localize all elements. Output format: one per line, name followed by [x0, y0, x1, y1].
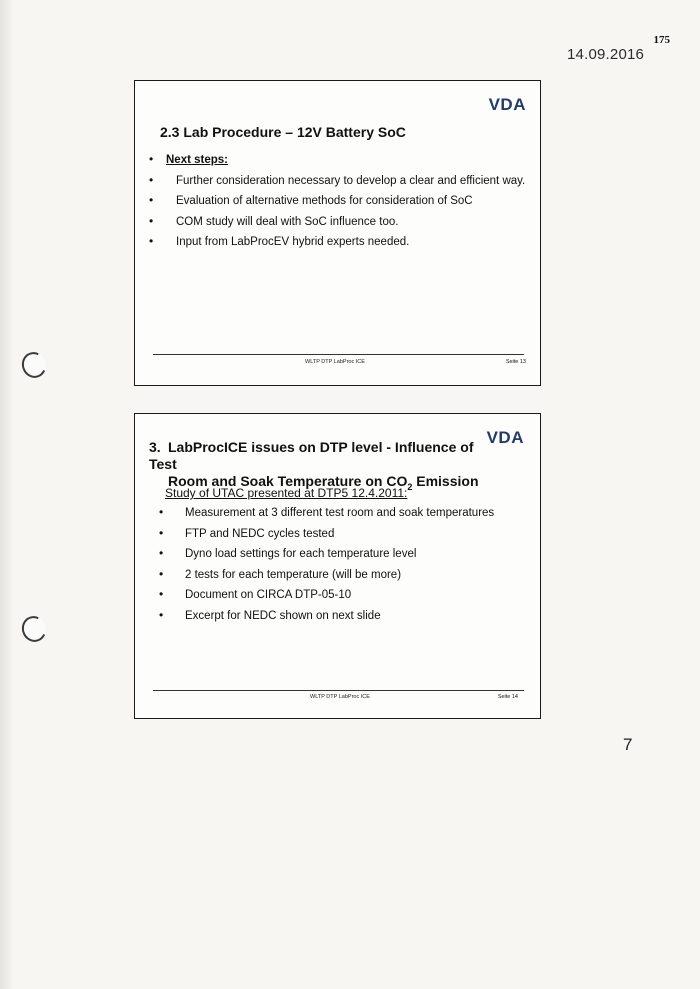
title-line-1 — [149, 439, 489, 473]
footer-divider — [153, 690, 524, 691]
bullet-dot: • — [149, 193, 154, 207]
bullet-dot: • — [159, 607, 164, 622]
bullet-text: Evaluation of alternative methods for consideration of SoC — [176, 195, 473, 207]
bullet-dot: • — [149, 172, 154, 187]
footer-label: WLTP DTP LabProc ICE — [310, 694, 370, 700]
bullet-text: COM study will deal with SoC influence too. — [176, 215, 399, 228]
scan-edge-shadow — [0, 0, 14, 989]
bullet-text: Dyno load settings for each temperature level — [185, 548, 417, 560]
page-number: 175 — [653, 34, 670, 46]
footer-page-number: Seite 13 — [505, 359, 526, 365]
bullet-dot: • — [159, 587, 164, 601]
bullet-dot: • — [159, 566, 164, 581]
slide-title: 2.3 Lab Procedure – 12V Battery SoC — [160, 124, 406, 140]
footer-label: WLTP DTP LabProc ICE — [305, 359, 365, 365]
bullet-dot: • — [149, 152, 154, 166]
bullet-dot: • — [159, 546, 164, 560]
bullet-text: Input from LabProcEV hybrid experts needed. — [176, 236, 410, 248]
bullet-text: Document on CIRCA DTP-05-10 — [185, 589, 352, 601]
handwritten-page-number: 7 — [623, 735, 633, 754]
punch-hole-top — [18, 349, 49, 382]
vda-logo: VDA — [488, 95, 526, 114]
title-number: 3. — [149, 439, 161, 455]
next-steps-heading: Next steps: — [166, 154, 228, 166]
bullet-text: 2 tests for each temperature (will be more) — [185, 568, 402, 581]
bullet-dot: • — [149, 213, 154, 228]
bullet-dot: • — [159, 505, 164, 519]
punch-hole-bottom — [18, 613, 49, 646]
study-heading: Study of UTAC presented at DTP5 12.4.2011: — [165, 486, 408, 500]
title-text-2: Room and Soak Temperature on CO — [168, 473, 408, 489]
bullet-text: FTP and NEDC cycles tested — [185, 527, 335, 540]
date-stamp: 14.09.2016 — [567, 46, 645, 63]
bullet-text: Further consideration necessary to develop a clear and efficient way. — [176, 174, 526, 187]
bullet-text: Measurement at 3 different test room and soak temperatures — [185, 507, 495, 519]
bullet-dot: • — [159, 525, 164, 540]
bullet-dot: • — [149, 234, 154, 248]
footer-divider — [153, 354, 524, 355]
co2-subscript: 2 — [407, 481, 413, 492]
footer-page-number: Seite 14 — [497, 694, 518, 700]
bullet-text: Excerpt for NEDC shown on next slide — [185, 609, 381, 622]
title-text-3: Emission — [412, 473, 479, 489]
vda-logo: VDA — [486, 428, 524, 447]
slide-14 — [134, 413, 541, 719]
slide-13 — [134, 80, 541, 386]
title-text-1: LabProcICE issues on DTP level - Influence of Test — [149, 439, 474, 472]
